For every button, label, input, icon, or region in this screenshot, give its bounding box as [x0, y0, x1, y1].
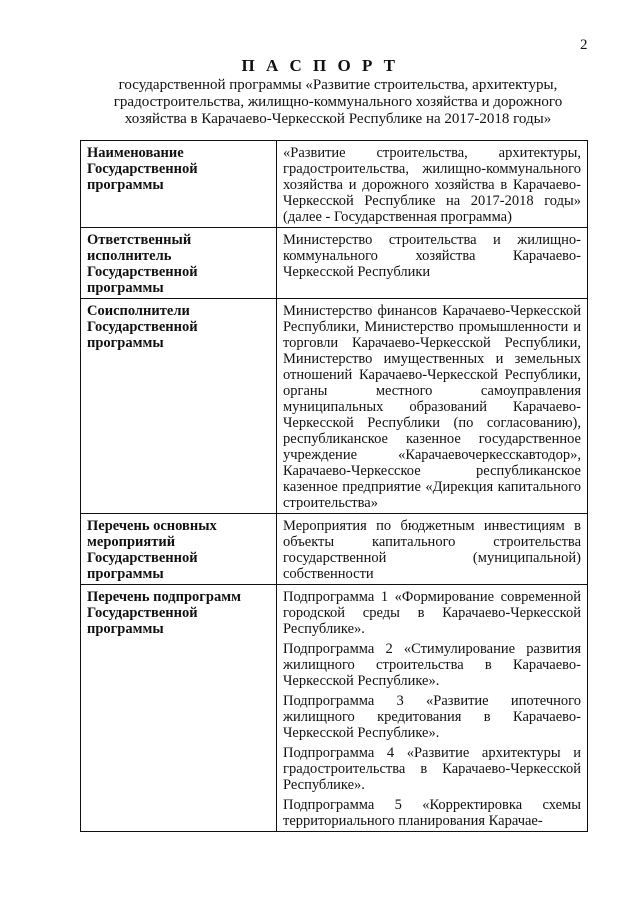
document-subtitle: государственной программы «Развитие строительства, архитектуры, градостроительства, жилищно-коммунального хозяйства и дорожного хозяйства в Карачаево-Черкесской Республике на 2017-2018 годы»	[113, 77, 563, 127]
table-row	[81, 299, 588, 514]
subprogram-item: Подпрограмма 5 «Корректировка схемы территориального планирования Карачае-	[283, 797, 581, 829]
subprogram-item: Подпрограмма 4 «Развитие архитектуры и градостроительства в Карачаево-Черкесской Республике».	[283, 745, 581, 793]
row-value: Мероприятия по бюджетным инвестициям в объекты капитального строительства государственной (муниципальной) собственности	[277, 514, 588, 585]
table-row	[81, 514, 588, 585]
document-title: П А С П О Р Т	[241, 56, 399, 75]
subprogram-item: Подпрограмма 3 «Развитие ипотечного жилищного кредитования в Карачаево-Черкесской Республике».	[283, 693, 581, 741]
row-value: «Развитие строительства, архитектуры, градостроительства, жилищно-коммунального хозяйства и дорожного хозяйства в Карачаево-Черкесской Республике на 2017-2018 годы» (далее - Государственная программа)	[277, 141, 588, 228]
row-label: Перечень подпрограмм Государственной программы	[81, 585, 277, 832]
page-number: 2	[580, 37, 588, 53]
table-row	[81, 585, 588, 832]
subprogram-list	[277, 585, 588, 832]
row-value: Министерство финансов Карачаево-Черкесской Республики, Министерство промышленности и торговли Карачаево-Черкесской Республики, Министерство имущественных и земельных отношений Карачаево-Черкесской Республики, органы местного самоуправления муниципальных образований Карачаево-Черкесской Республики (по согласованию), республиканское казенное государственное учреждение «Карачаевочеркесскавтодор», Карачаево-Черкесское республиканское казенное предприятие «Дирекция капитального строительства»	[277, 299, 588, 514]
row-label: Соисполнители Государственной программы	[81, 299, 277, 514]
subprogram-item: Подпрограмма 2 «Стимулирование развития жилищного строительства в Карачаево-Черкесской Республике».	[283, 641, 581, 689]
table-row	[81, 228, 588, 299]
passport-table	[80, 140, 588, 832]
row-value: Министерство строительства и жилищно-коммунального хозяйства Карачаево-Черкесской Республики	[277, 228, 588, 299]
row-label: Ответственный исполнитель Государственной программы	[81, 228, 277, 299]
subprogram-item: Подпрограмма 1 «Формирование современной городской среды в Карачаево-Черкесской Республике».	[283, 589, 581, 637]
row-label: Перечень основных мероприятий Государственной программы	[81, 514, 277, 585]
row-label: Наименование Государственной программы	[81, 141, 277, 228]
table-row	[81, 141, 588, 228]
